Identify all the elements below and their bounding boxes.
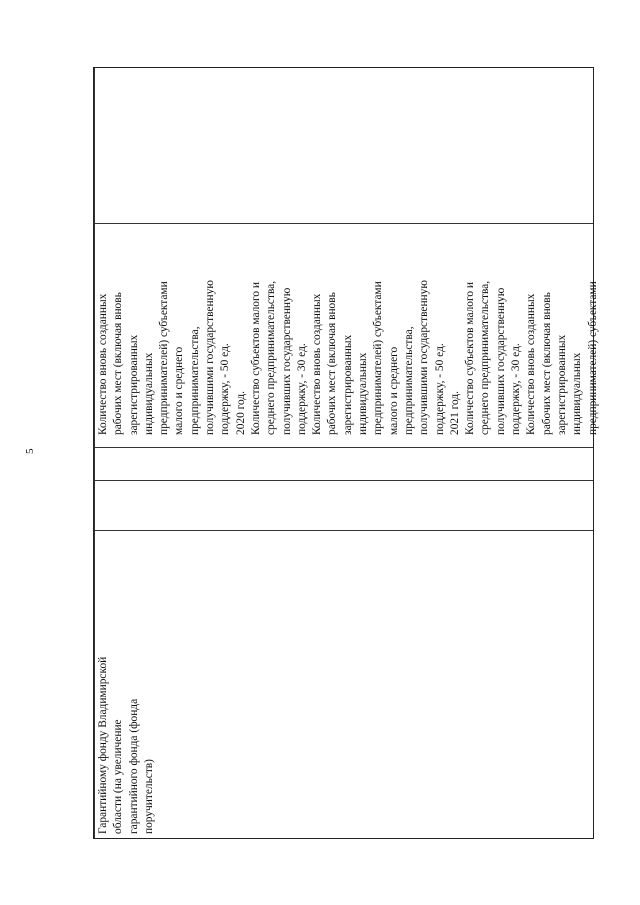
table-divider xyxy=(94,530,593,531)
indicator-text-line: предпринимательства, xyxy=(402,326,415,435)
indicator-text-line: индивидуальных xyxy=(571,352,584,435)
data-table xyxy=(93,67,599,839)
indicator-text-line: поддержку, - 50 ед. xyxy=(433,343,446,435)
indicator-text-line: зарегистрированных xyxy=(555,334,568,435)
indicator-text-line: поддержку, - 30 ед. xyxy=(295,343,308,435)
indicator-text-line: Количество вновь созданных xyxy=(97,293,109,435)
recipient-text-line: поручительств) xyxy=(142,759,155,834)
table-divider xyxy=(94,223,593,224)
indicator-text-line: малого и среднего xyxy=(173,346,186,435)
indicator-text-line: Количество вновь созданных xyxy=(311,293,324,435)
indicator-text-line: индивидуальных xyxy=(142,352,155,435)
recipient-text-line: области (на увеличение xyxy=(112,719,125,834)
indicators-cell xyxy=(96,280,601,435)
indicator-text-line: получившими государственную xyxy=(418,280,431,435)
table-divider xyxy=(94,480,593,481)
table-divider xyxy=(94,447,593,448)
indicator-text-line: среднего предпринимательства, xyxy=(265,280,278,435)
indicator-text-line: предпринимательства, xyxy=(188,326,201,435)
indicator-text-line: Количество субъектов малого и xyxy=(464,281,477,435)
indicator-text-line: получивших государственную xyxy=(280,287,293,435)
indicator-text-line: индивидуальных xyxy=(357,352,370,435)
table-divider xyxy=(94,68,95,838)
indicator-text-line: получившими государственную xyxy=(204,280,217,435)
recipient-text-line: Гарантийному фонду Владимирской xyxy=(97,656,109,834)
indicator-text-line: малого и среднего xyxy=(387,346,400,435)
indicator-text-line: предпринимателей) субъектами xyxy=(158,281,171,435)
indicator-text-line: рабочих мест (включая вновь xyxy=(326,292,339,435)
indicator-text-line: 2020 год. xyxy=(234,390,247,435)
indicator-text-line: зарегистрированных xyxy=(341,334,354,435)
indicator-text-line: рабочих мест (включая вновь xyxy=(540,292,553,435)
indicator-text-line: получивших государственную xyxy=(494,287,507,435)
indicator-text-line: предпринимателей) субъектами xyxy=(372,281,385,435)
recipient-cell xyxy=(96,657,157,834)
indicator-text-line: среднего предпринимательства, xyxy=(479,280,492,435)
indicator-text-line: рабочих мест (включая вновь xyxy=(112,292,125,435)
indicator-text-line: 2021 год. xyxy=(448,390,461,435)
indicator-text-line: предпринимателей) субъектами xyxy=(586,281,599,435)
indicator-text-line: поддержку, - 50 ед. xyxy=(219,343,232,435)
indicator-text-line: Количество субъектов малого и xyxy=(249,281,262,435)
page-number: 5 xyxy=(24,448,36,454)
recipient-text-line: гарантийного фонда (фонда xyxy=(127,698,140,834)
indicator-text-line: зарегистрированных xyxy=(127,334,140,435)
indicator-text-line: Количество вновь созданных xyxy=(525,293,538,435)
indicator-text-line: поддержку, - 30 ед. xyxy=(510,343,523,435)
